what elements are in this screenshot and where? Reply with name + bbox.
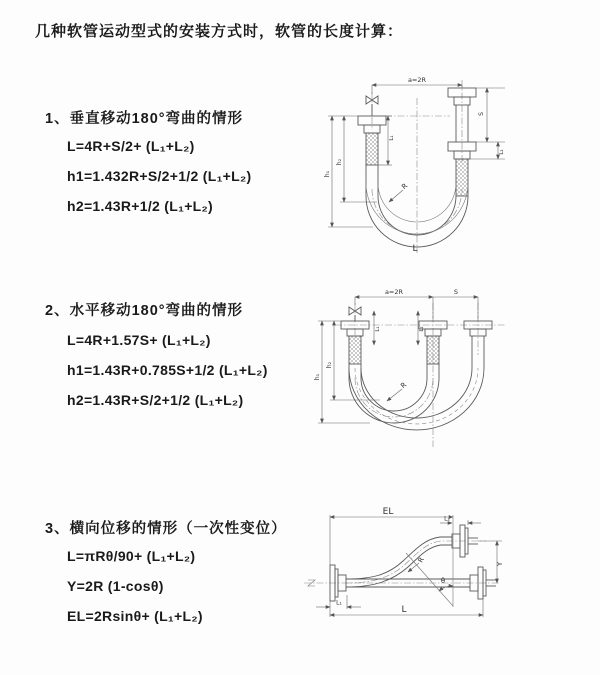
centerlines: [372, 80, 462, 253]
section-3-formulas: [67, 541, 203, 631]
formula-line: L=4R+S/2+ (L₁+L₂): [67, 138, 195, 154]
radius-leader: [387, 381, 408, 401]
dim-label-r: R: [400, 181, 410, 192]
section-1-heading: 1、垂直移动180°弯曲的情形: [45, 111, 244, 127]
left-end-fitting: [341, 321, 369, 364]
formula-line: L=4R+1.57S+ (L₁+L₂): [67, 332, 211, 348]
dim-label-l2: L₂: [419, 326, 425, 332]
dim-label-l1: L₁: [389, 135, 395, 141]
dim-label-l1: L₁: [336, 599, 342, 607]
dim-label-l1: L₁: [375, 326, 381, 332]
dimension-l1-l2: [374, 311, 425, 345]
dim-label-y: Y: [496, 561, 504, 567]
dim-label-h2: h₂: [336, 158, 343, 166]
dim-label-h1: h₁: [314, 373, 321, 381]
diagram-lateral-displacement: [300, 503, 512, 641]
section-1-formulas: [67, 131, 252, 221]
dim-label-s: S: [478, 112, 485, 116]
dim-label-l2: L₂: [499, 149, 505, 155]
dim-label-l2: L₂: [444, 515, 450, 523]
diagram-horizontal-180-bend: [310, 283, 545, 451]
dimension-a2r-s: [355, 288, 478, 319]
hose-displaced-position: [346, 525, 478, 587]
section-2-heading: 2、水平移动180°弯曲的情形: [45, 303, 244, 319]
section-3-heading: 3、横向位移的情形（一次性变位）: [45, 521, 287, 537]
hose-u-bend: [349, 364, 484, 430]
dimension-el: [330, 507, 453, 607]
formula-line: L=πRθ/90+ (L₁+L₂): [67, 548, 196, 564]
dim-label-length: L: [401, 605, 407, 615]
radius-leader: [389, 182, 409, 202]
right-end-fitting: [448, 88, 476, 196]
dim-label-a2r: a=2R: [407, 76, 427, 84]
dimension-l: [330, 599, 483, 617]
dim-label-a2r: a=2R: [384, 288, 404, 296]
dimension-s-l2: [470, 88, 505, 159]
dim-label-el: EL: [382, 507, 394, 517]
section-2-formulas: [67, 325, 268, 415]
dimension-a2r: [372, 76, 462, 94]
formula-line: h2=1.43R+S/2+1/2 (L₁+L₂): [67, 392, 244, 408]
dimension-l2: [440, 516, 481, 526]
dim-label-r: R: [399, 380, 409, 391]
formula-line: h1=1.432R+S/2+1/2 (L₁+L₂): [67, 168, 252, 184]
dim-label-h1: h₁: [324, 170, 331, 178]
dim-label-h2: h₂: [326, 361, 333, 369]
dimension-l1: [316, 595, 361, 609]
dimension-y: [478, 541, 504, 583]
dimension-l1: [378, 116, 395, 165]
diagram-vertical-180-bend: [315, 72, 515, 257]
dim-label-theta: θ: [440, 577, 446, 585]
dim-label-length: L: [412, 244, 418, 254]
page-title: 几种软管运动型式的安装方式时，软管的长度计算：: [35, 23, 404, 40]
formula-line: Y=2R (1-cosθ): [67, 578, 164, 594]
dim-label-s: S: [453, 288, 459, 296]
formula-line: h1=1.43R+0.785S+1/2 (L₁+L₂): [67, 362, 268, 378]
formula-line: EL=2Rsinθ+ (L₁+L₂): [67, 608, 203, 624]
angle-theta: [406, 553, 453, 606]
dim-label-r: R: [416, 555, 426, 565]
formula-line: h2=1.43R+1/2 (L₁+L₂): [67, 198, 214, 214]
